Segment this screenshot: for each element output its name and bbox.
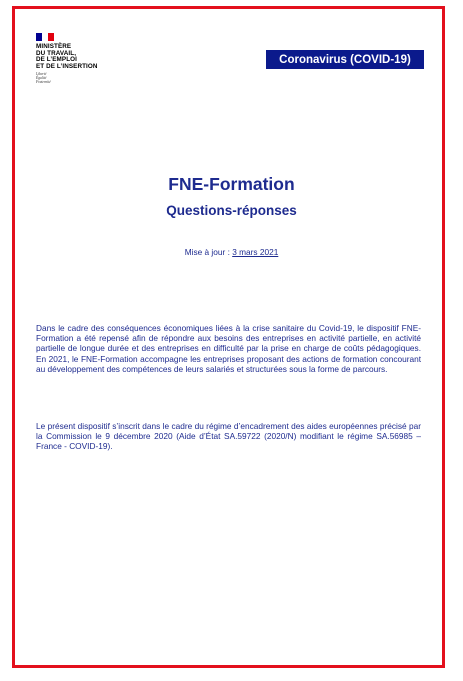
ministry-name-line: DU TRAVAIL,	[36, 49, 77, 57]
update-date: 3 mars 2021	[232, 247, 279, 257]
motto-line: Liberté	[36, 72, 47, 77]
update-label: Mise à jour :	[184, 247, 233, 257]
ministry-logo	[36, 33, 98, 84]
covid-banner: Coronavirus (COVID-19)	[266, 50, 424, 69]
republic-motto	[36, 72, 98, 84]
update-line	[0, 247, 463, 257]
intro-paragraph: Dans le cadre des conséquences économiques liées à la crise sanitaire du Covid-19, le dispositif FNE-Formation a été repensé afin de répondre aux besoins des entreprises en activité partielle, en activité partielle de longue durée et des entreprises en difficulté par la prise en charge de coûts pédagogiques. En 2021, le FNE-Formation accompagne les entreprises proposant des actions de formation concourant au développement des compétences de leurs salariés et structurées sous la forme de parcours.	[36, 323, 421, 374]
motto-line: Fraternité	[36, 80, 51, 85]
ministry-name-line: MINISTÈRE	[36, 43, 72, 50]
document-title: FNE-Formation	[168, 174, 295, 194]
document-subtitle: Questions-réponses	[166, 203, 297, 218]
ministry-name-line: ET DE L’INSERTION	[36, 62, 98, 70]
motto-line: Égalité	[36, 76, 47, 81]
french-flag-icon	[36, 33, 54, 41]
legal-paragraph: Le présent dispositif s’inscrit dans le cadre du régime d’encadrement des aides européennes précisé par la Commission le 9 décembre 2020 (Aide d’État SA.59722 (2020/N) modifiant le régime SA.56985 – France - COVID-19).	[36, 421, 421, 452]
ministry-name-line: DE L’EMPLOI	[36, 56, 77, 64]
